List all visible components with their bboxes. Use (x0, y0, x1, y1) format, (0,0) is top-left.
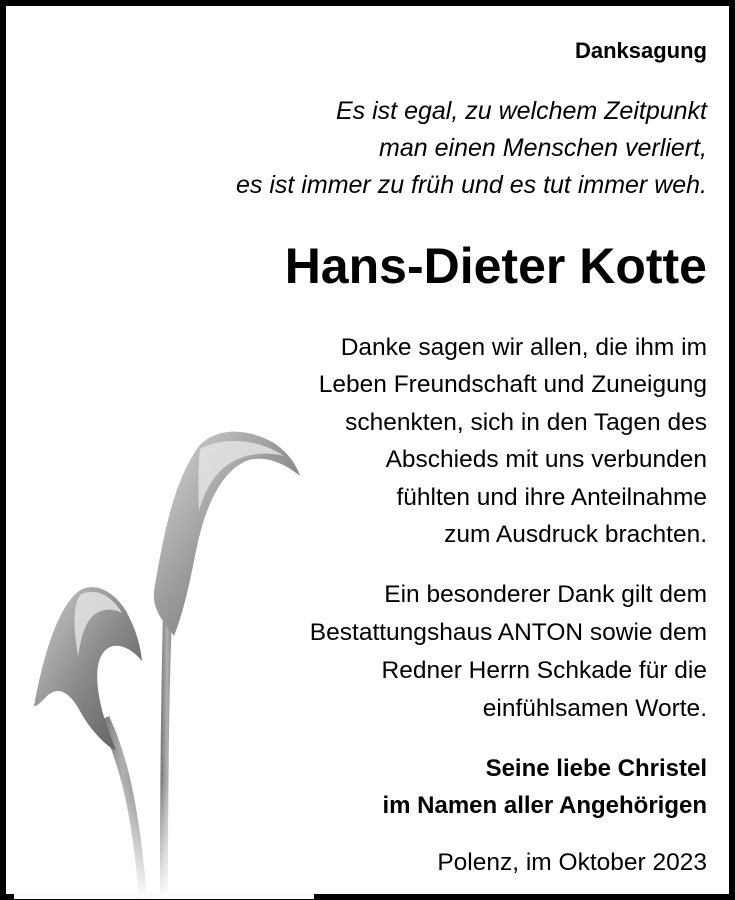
thanks-line: Abschieds mit uns verbunden (385, 446, 707, 474)
quote-line: man einen Menschen verliert, (379, 134, 707, 162)
deceased-name: Hans-Dieter Kotte (284, 238, 707, 294)
special-thanks-line: Bestattungshaus ANTON sowie dem (309, 619, 707, 646)
memorial-quote (67, 93, 707, 204)
signature (207, 750, 707, 824)
special-thanks-line: Redner Herrn Schkade für die (381, 657, 707, 684)
thanks-paragraph (207, 329, 707, 553)
quote-line: es ist immer zu früh und es tut immer weh. (236, 171, 707, 199)
thanks-line: schenkten, sich in den Tagen des (345, 408, 707, 436)
heading-danksagung: Danksagung (574, 38, 707, 63)
quote-line: Es ist egal, zu welchem Zeitpunkt (336, 97, 707, 125)
special-thanks-line: Ein besonderer Dank gilt dem (384, 581, 707, 608)
special-thanks-paragraph (207, 576, 707, 728)
thanks-line: zum Ausdruck brachten. (444, 521, 707, 549)
signature-line: im Namen aller Angehörigen (382, 792, 707, 819)
thanks-line: Danke sagen wir allen, die ihm im (340, 334, 707, 361)
place-and-date: Polenz, im Oktober 2023 (437, 849, 707, 876)
thanks-line: Leben Freundschaft und Zuneigung (318, 371, 707, 399)
thanks-line: fühlten und ihre Anteilnahme (396, 483, 707, 511)
signature-line: Seine liebe Christel (485, 755, 707, 782)
special-thanks-line: einfühlsamen Worte. (482, 695, 707, 722)
